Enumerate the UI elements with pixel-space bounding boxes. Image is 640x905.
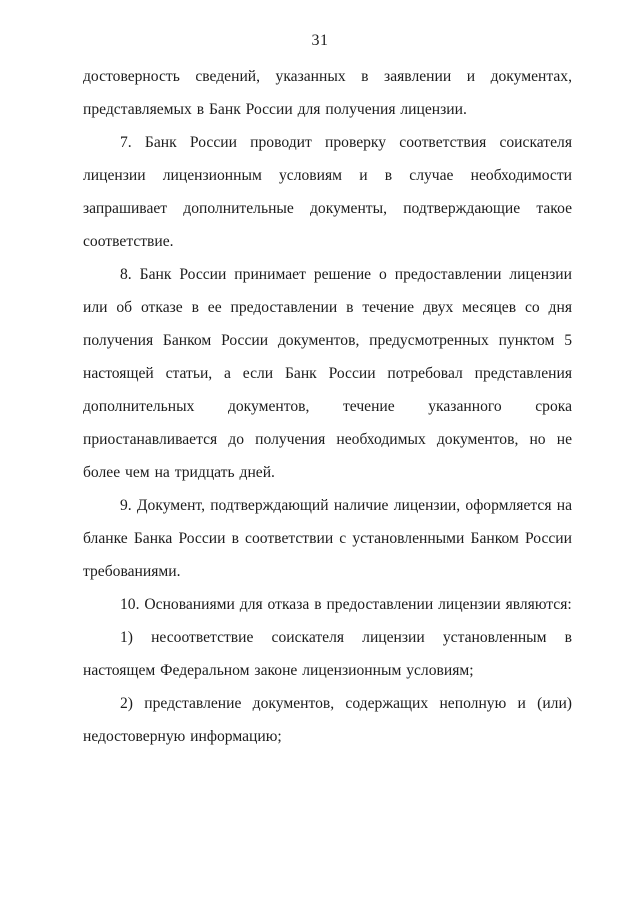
paragraph: достоверность сведений, указанных в заявлении и документах, представляемых в Банк России для получения лицензии. — [83, 68, 572, 118]
paragraph: 9. Документ, подтверждающий наличие лицензии, оформляется на бланке Банка России в соответствии с установленными Банком России требованиями. — [83, 497, 572, 580]
paragraph: 2) представление документов, содержащих неполную и (или) недостоверную информацию; — [83, 695, 572, 745]
paragraph: 1) несоответствие соискателя лицензии установленным в настоящем Федеральном законе лицензионным условиям; — [83, 629, 572, 679]
page-number: 31 — [311, 32, 329, 49]
paragraph: 10. Основаниями для отказа в предоставлении лицензии являются: — [120, 596, 572, 613]
paragraph: 7. Банк России проводит проверку соответствия соискателя лицензии лицензионным условиям и в случае необходимости запрашивает дополнительные документы, подтверждающие такое соответствие. — [83, 134, 572, 250]
document-body — [83, 60, 572, 753]
paragraph: 8. Банк России принимает решение о предоставлении лицензии или об отказе в ее предоставлении в течение двух месяцев со дня получения Банком России документов, предусмотренных пунктом 5 настоящей статьи, а если Банк России потребовал представления дополнительных документов, течение указанного срока приостанавливается до получения необходимых документов, но не более чем на тридцать дней. — [83, 266, 572, 481]
